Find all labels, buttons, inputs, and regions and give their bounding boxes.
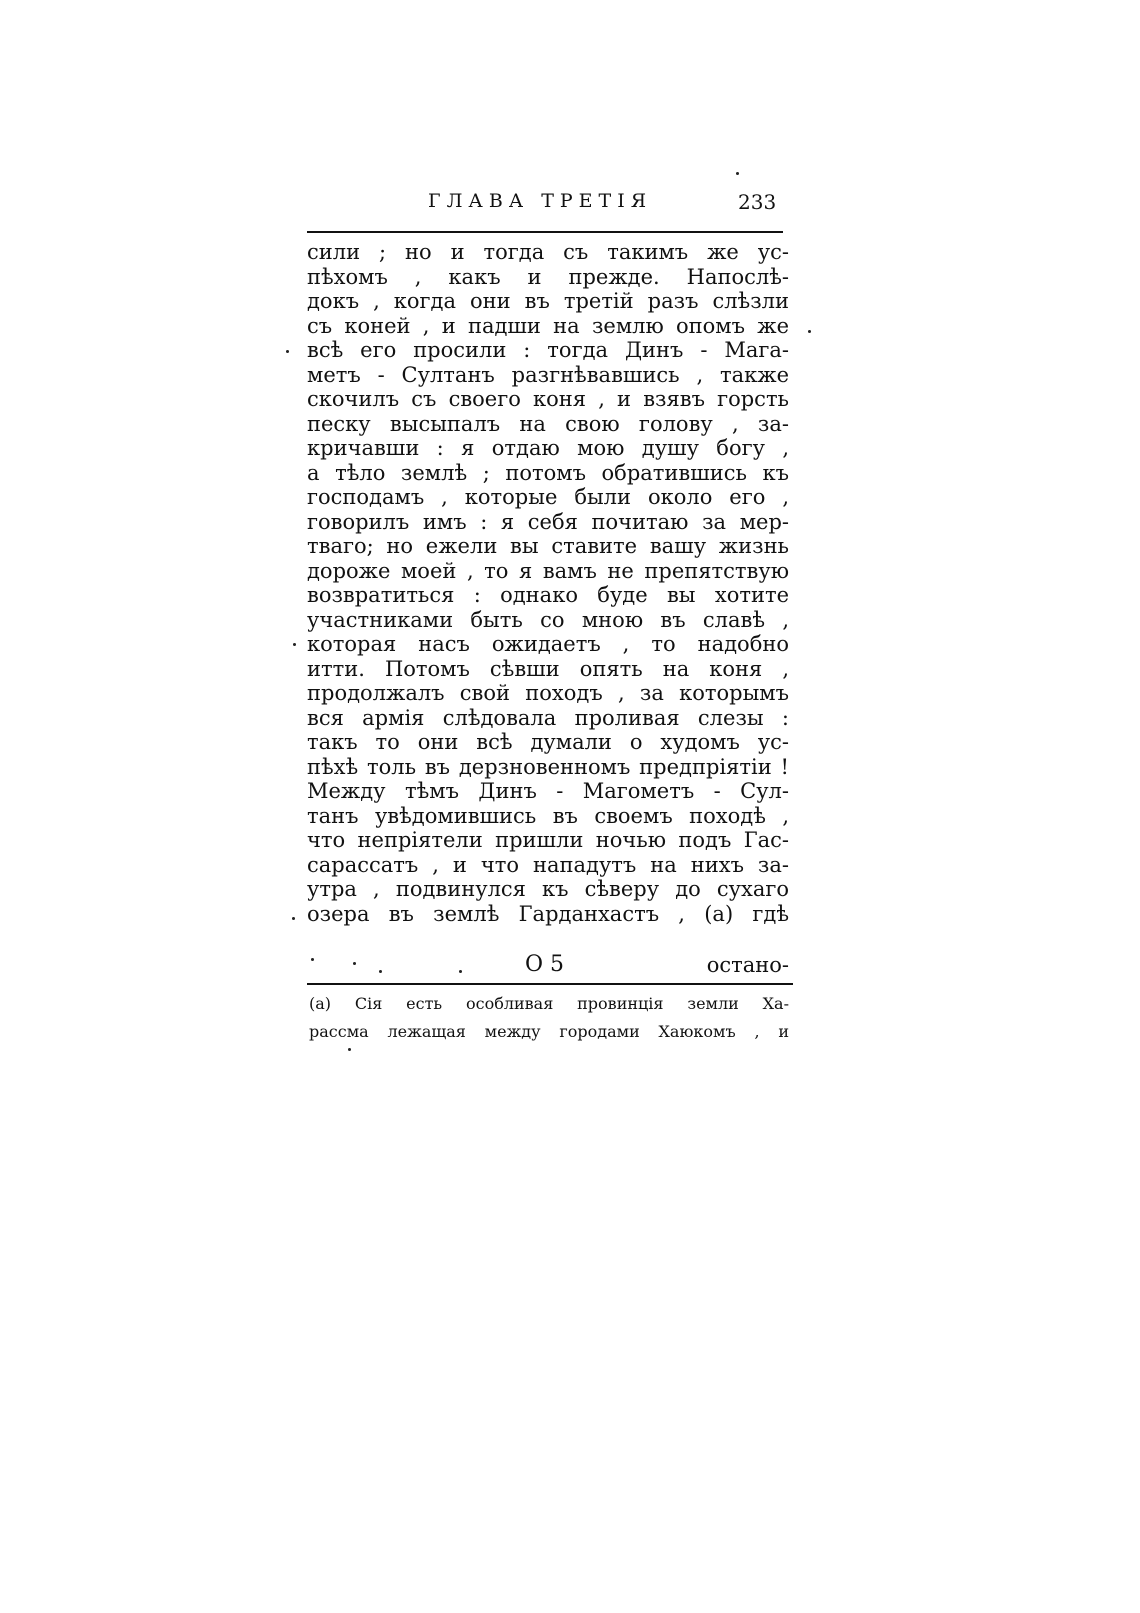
text-line: такъ то они всѣ думали о худомъ ус- (307, 730, 789, 754)
signature-mark: О 5 (525, 952, 565, 977)
text-line: песку высыпалъ на свою голову , за- (307, 411, 789, 436)
text-line: сарассатъ , и что нападутъ на нихъ за- (307, 852, 789, 877)
footnote-line: (а) Сія есть особливая провинція земли Ха- (309, 994, 789, 1013)
ink-speck (736, 172, 739, 175)
text-line: озера въ землѣ Гарданхастъ , (а) гдѣ (307, 901, 789, 926)
text-line: докъ , когда они въ третій разъ слѣзли (307, 289, 789, 313)
text-line: тваго; но ежели вы ставите вашу жизнь (307, 534, 789, 558)
ink-speck (348, 1048, 351, 1051)
text-line: Между тѣмъ Динъ - Магометъ - Сул- (307, 779, 789, 803)
text-line: скочилъ съ своего коня , и взявъ горсть (307, 387, 789, 411)
page-number: 233 (738, 190, 777, 214)
footnote-rule (307, 983, 793, 985)
text-line: пѣхомъ , какъ и прежде. Напослѣ- (307, 264, 789, 289)
text-line: метъ - Султанъ разгнѣвавшись , такжe (307, 362, 789, 387)
running-title: ГЛАВА ТРЕТІЯ (428, 190, 653, 212)
ink-speck (379, 970, 382, 973)
body-text (307, 240, 789, 926)
ink-speck (293, 643, 296, 646)
catchword: остано- (706, 953, 789, 977)
text-line: продолжалъ свой походъ , за которымъ (307, 681, 789, 705)
text-line: господамъ , которые были около его , (307, 485, 789, 509)
text-line: всѣ его просили : тогда Динъ - Мага- (307, 338, 789, 362)
text-line: говорилъ имъ : я себя почитаю за мер- (307, 509, 789, 534)
text-line: а тѣло землѣ ; потомъ обратившись къ (307, 460, 789, 485)
text-line: итти. Потомъ сѣвши опять на коня , (307, 656, 789, 681)
ink-speck (292, 917, 295, 920)
text-line: сили ; но и тогда съ такимъ же ус- (307, 240, 789, 264)
text-line: пѣхѣ толь въ дерзновенномъ предпріятіи ! (307, 754, 789, 779)
text-line: которая насъ ожидаетъ , то надобно (307, 632, 789, 656)
text-line: вся армія слѣдовала проливая слезы : (307, 705, 789, 730)
ink-speck (311, 958, 314, 961)
text-line: участниками быть со мною въ славѣ , (307, 607, 789, 632)
footnote (309, 990, 789, 1046)
header-rule (307, 231, 783, 233)
text-line: кричавши : я отдаю мою душу богу , (307, 436, 789, 460)
footnote-line: рассма лежащая между городами Хаюкомъ , и (309, 1022, 789, 1041)
text-line: возвратиться : однако буде вы хотите (307, 583, 789, 607)
ink-speck (808, 330, 811, 333)
text-line: съ коней , и падши на землю опомъ же (307, 313, 789, 338)
text-line: дороже моей , то я вамъ не препятствую (307, 558, 789, 583)
ink-speck (353, 962, 356, 965)
text-line: танъ увѣдомившись въ своемъ походѣ , (307, 803, 789, 828)
ink-speck (459, 970, 462, 973)
signature-line (307, 950, 789, 980)
text-line: что непріятели пришли ночью подъ Гас- (307, 828, 789, 852)
ink-speck (286, 350, 289, 353)
text-line: утра , подвинулся къ сѣверу до сухаго (307, 877, 789, 901)
